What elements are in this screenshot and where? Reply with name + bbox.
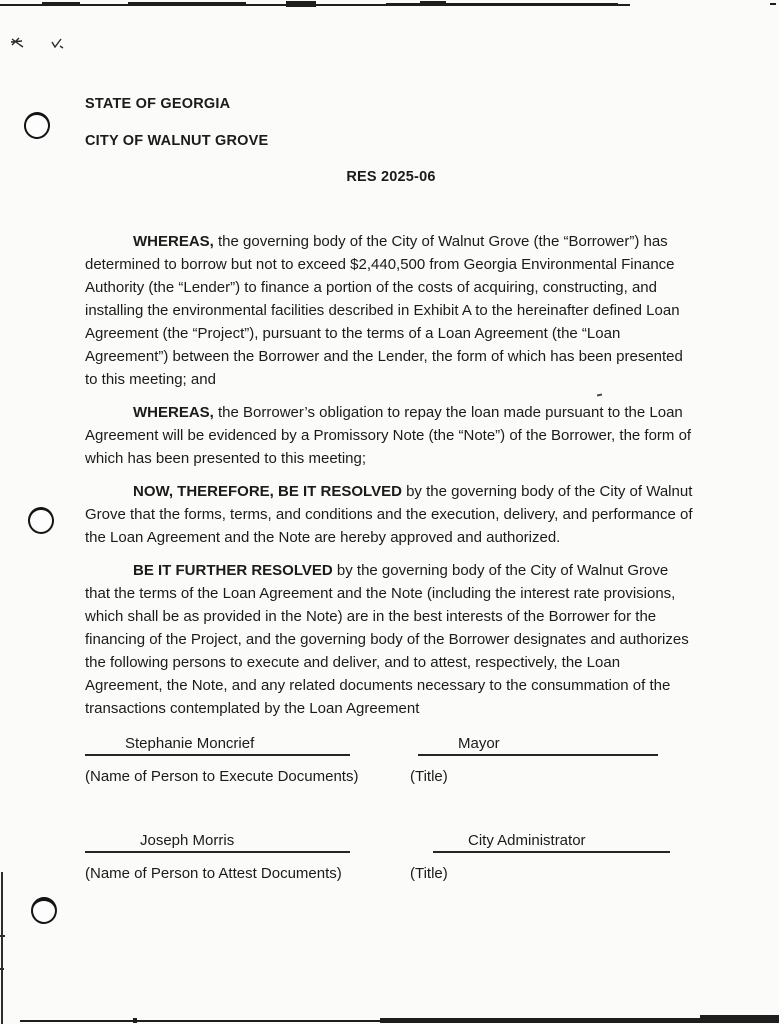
scan-artifact-bottom-line	[380, 1018, 720, 1023]
scan-artifact-left-edge	[1, 872, 3, 1024]
signature-name-line	[85, 832, 350, 853]
paragraph-lead: WHEREAS,	[133, 404, 214, 421]
signature-name-line	[85, 735, 350, 756]
title-label: (Title)	[410, 865, 448, 882]
paragraph-resolved	[85, 480, 697, 549]
signature-line-row	[85, 735, 697, 756]
signature-section	[85, 735, 697, 882]
punch-hole	[22, 110, 52, 140]
name-label: (Name of Person to Attest Documents)	[85, 865, 342, 882]
scan-artifact-top-line	[286, 1, 316, 7]
paragraph-whereas-1	[85, 230, 697, 391]
scan-artifact-top-line	[246, 4, 386, 6]
document-body-text	[85, 230, 697, 720]
punch-hole	[27, 506, 56, 536]
signature-block-attest	[85, 832, 697, 882]
signature-label-row	[85, 865, 697, 882]
scan-artifact-top-line	[128, 2, 246, 6]
signer-title: City Administrator	[468, 832, 586, 849]
pen-mark	[10, 36, 26, 54]
scan-artifact-bottom-line	[20, 1020, 385, 1022]
scan-artifact-left-edge	[0, 968, 4, 970]
state-line: STATE OF GEORGIA	[85, 96, 231, 112]
paragraph-text: the governing body of the City of Walnut Grove (the “Borrower”) has determined to borrow but not to exceed $2,440,500 from Georgia Environmental Finance Authority (the “Lender”) to finance a portion of the costs of acquiring, constructing, and installing the environmental facilities described in Exhibit A to the hereinafter defined Loan Agreement (the “Project”), pursuant to the terms of a Loan Agreement (the “Loan Agreement”) between the Borrower and the Lender, the form of which has been presented to this meeting; and	[85, 233, 683, 388]
signer-name: Joseph Morris	[140, 832, 235, 849]
punch-hole	[30, 896, 58, 925]
scan-artifact-left-edge	[0, 935, 5, 937]
title-label: (Title)	[410, 768, 448, 785]
scan-artifact-top-line	[770, 3, 776, 5]
signature-title-line	[433, 832, 670, 853]
paragraph-lead: WHEREAS,	[133, 233, 214, 250]
paragraph-text: the Borrower’s obligation to repay the loan made pursuant to the Loan Agreement will be evidenced by a Promissory Note (the “Note”) of the Borrower, the form of which has been presented to this meeting;	[85, 404, 692, 467]
signer-title: Mayor	[458, 735, 500, 752]
paragraph-lead: BE IT FURTHER RESOLVED	[133, 562, 333, 579]
signature-label-row	[85, 768, 697, 785]
scan-artifact-bottom-line	[700, 1015, 779, 1023]
document-content	[85, 96, 697, 730]
scan-artifact-top-line	[420, 1, 446, 6]
signer-name: Stephanie Moncrief	[125, 735, 255, 752]
resolution-number: RES 2025-06	[346, 169, 436, 185]
paragraph-lead: NOW, THEREFORE, BE IT RESOLVED	[133, 483, 402, 500]
document-header	[85, 96, 697, 149]
city-line: CITY OF WALNUT GROVE	[85, 133, 269, 149]
signature-title-line	[418, 735, 658, 756]
paragraph-whereas-2	[85, 401, 697, 470]
paragraph-text: by the governing body of the City of Walnut Grove that the terms of the Loan Agreement and the Note (including the interest rate provisions, which shall be as provided in the Note) are in the best interests of the Borrower for the financing of the Project, and the governing body of the Borrower designates and authorizes the following persons to execute and deliver, and to attest, respectively, the Loan Agreement, the Note, and any related documents necessary to the consummation of the transactions contemplated by the Loan Agreement	[85, 562, 689, 717]
scan-artifact-top-line	[488, 4, 630, 6]
paragraph-further-resolved	[85, 559, 697, 720]
signature-block-execute	[85, 735, 697, 785]
pen-mark	[51, 37, 64, 55]
scan-artifact-top-line	[42, 2, 80, 6]
paragraph-text: by the governing body of the City of Walnut Grove that the forms, terms, and conditions and the execution, delivery, and performance of the Loan Agreement and the Note are hereby approved and authorized.	[85, 483, 693, 546]
signature-line-row	[85, 832, 697, 853]
name-label: (Name of Person to Execute Documents)	[85, 768, 359, 785]
scan-artifact-bottom-line	[133, 1018, 137, 1023]
